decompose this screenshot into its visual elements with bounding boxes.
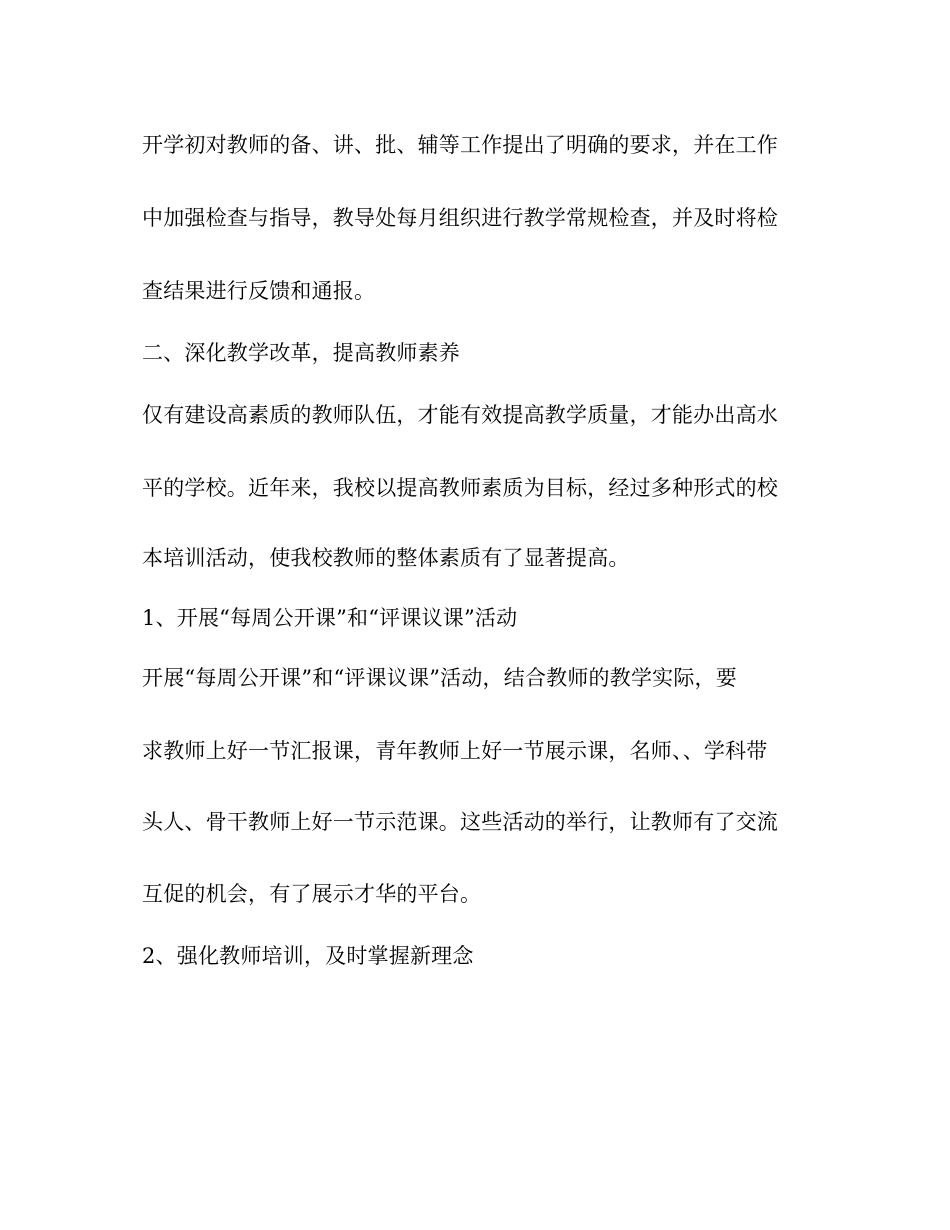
paragraph-2-line-1: 仅有建设高素质的教师队伍，才能有效提高教学质量，才能办出高水: [142, 403, 778, 427]
paragraph-1-line-3: 查结果进行反馈和通报。: [142, 279, 376, 303]
paragraph-1-line-2: 中加强检查与指导，教导处每月组织进行教学常规检查，并及时将检: [142, 206, 778, 230]
subheading-2: 2、强化教师培训，及时掌握新理念: [142, 944, 474, 968]
paragraph-3-line-2: 求教师上好一节汇报课，青年教师上好一节展示课，名师、、学科带: [142, 739, 768, 763]
subheading-1: 1、开展“每周公开课”和“评课议课”活动: [142, 606, 518, 630]
paragraph-2-line-3: 本培训活动，使我校教师的整体素质有了显著提高。: [142, 546, 630, 570]
section-heading-2: 二、深化教学改革，提高教师素养: [142, 341, 460, 365]
paragraph-3-line-4: 互促的机会，有了展示才华的平台。: [142, 882, 482, 906]
paragraph-1-line-1: 开学初对教师的备、讲、批、辅等工作提出了明确的要求，并在工作: [142, 133, 778, 157]
paragraph-2-line-2: 平的学校。近年来，我校以提高教师素质为目标，经过多种形式的校: [142, 476, 778, 500]
paragraph-3-line-1: 开展“每周公开课”和“评课议课”活动，结合教师的教学实际，要: [142, 666, 737, 690]
paragraph-3-line-3: 头人、骨干教师上好一节示范课。这些活动的举行，让教师有了交流: [142, 810, 778, 834]
